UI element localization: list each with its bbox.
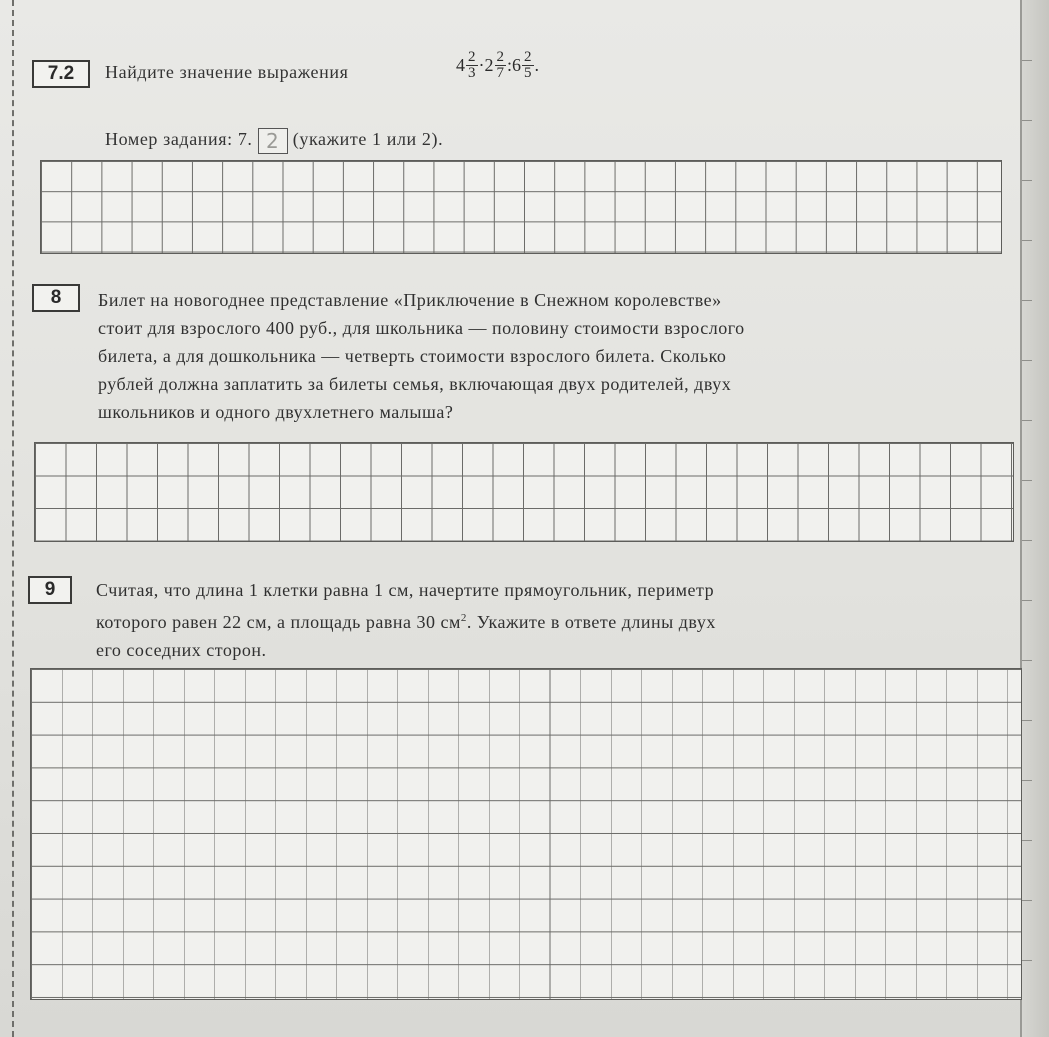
answer-grid-8[interactable] xyxy=(34,442,1014,542)
expr-term1-fraction: $\frac{2}{3}$ xyxy=(468,49,476,81)
math-expression xyxy=(456,50,539,81)
task-number-label: Номер задания: 7. xyxy=(105,129,253,150)
task-8-line-2: стоит для взрослого 400 руб., для школьника — половину стоимости взрослого xyxy=(98,318,745,338)
expr-term3-whole: 6 xyxy=(512,55,522,75)
margin-dashed-line xyxy=(12,0,14,1037)
task-9-line-1: Считая, что длина 1 клетки равна 1 см, начертите прямоугольник, периметр xyxy=(96,580,715,600)
expr-term2-whole: 2 xyxy=(484,55,494,75)
expr-term1-whole: 4 xyxy=(456,55,465,75)
task-8-line-5: школьников и одного двухлетнего малыша? xyxy=(98,402,454,422)
task-9-line-2: которого равен 22 см, а площадь равна 30 $см^2$. Укажите в ответе длины двух xyxy=(96,612,716,632)
task-number-8: 8 xyxy=(32,284,80,312)
task-8-text xyxy=(98,286,1023,426)
task-8-line-4: рублей должна заплатить за билеты семья, включающая двух родителей, двух xyxy=(98,374,732,394)
page-right-edge xyxy=(1020,0,1049,1037)
task-number-7-2: 7.2 xyxy=(32,60,90,88)
answer-grid-7-2[interactable] xyxy=(40,160,1002,254)
expr-term3-fraction: $\frac{2}{5}$ xyxy=(524,49,532,81)
task-9-line-3: его соседних сторон. xyxy=(96,640,267,660)
task-number-selector-row xyxy=(105,128,443,154)
expr-op2: : xyxy=(507,55,513,75)
expr-term2-fraction: $\frac{2}{7}$ xyxy=(496,49,504,81)
task-number-9: 9 xyxy=(28,576,72,604)
expr-end: . xyxy=(534,55,540,75)
task-7-2-prompt: Найдите значение выражения xyxy=(105,62,349,82)
task-8-line-3: билета, а для дошкольника — четверть стоимости взрослого билета. Сколько xyxy=(98,346,727,366)
drawing-grid-9[interactable] xyxy=(30,668,1022,1000)
task-number-hint: (укажите 1 или 2). xyxy=(292,129,444,150)
task-9-text xyxy=(96,576,1031,664)
task-8-line-1: Билет на новогоднее представление «Приключение в Снежном королевстве» xyxy=(98,290,722,310)
task-number-answer-box[interactable]: 2 xyxy=(258,128,288,154)
expr-op1: · xyxy=(478,55,485,75)
